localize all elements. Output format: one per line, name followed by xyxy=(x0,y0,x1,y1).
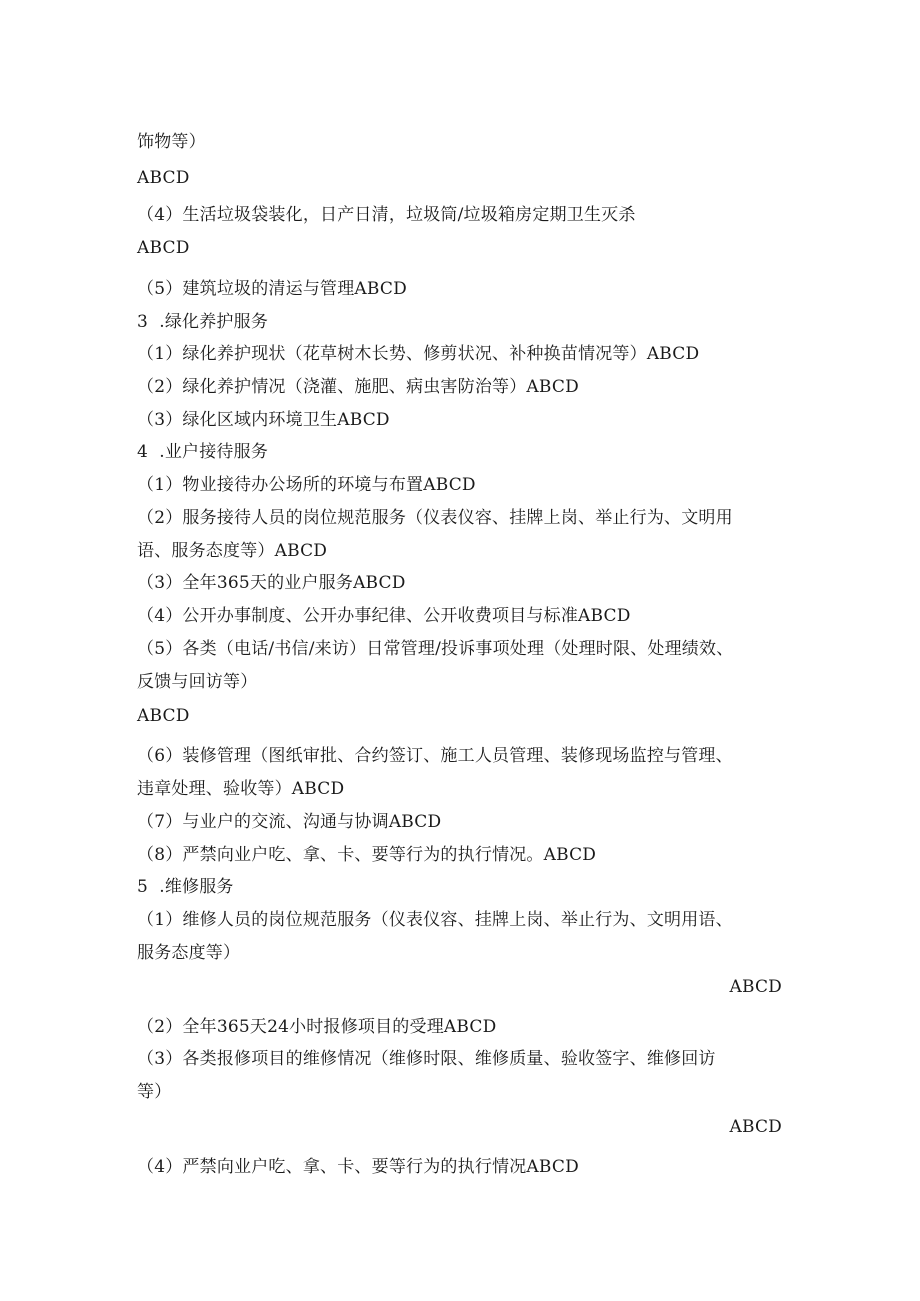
text-line: 违章处理、验收等）ABCD xyxy=(137,779,345,799)
text-line: ABCD xyxy=(137,706,190,726)
text-line: （7）与业户的交流、沟通与协调ABCD xyxy=(137,812,442,832)
text-line: （1）物业接待办公场所的环境与布置ABCD xyxy=(137,475,476,495)
text-line: （4）公开办事制度、公开办事纪律、公开收费项目与标准ABCD xyxy=(137,606,631,626)
text-line: ABCD xyxy=(137,168,190,188)
text-line: （8）严禁向业户吃、拿、卡、要等行为的执行情况。ABCD xyxy=(137,845,597,865)
text-line: （3）全年365天的业户服务ABCD xyxy=(137,573,406,593)
section-heading: 3 .绿化养护服务 xyxy=(137,312,269,332)
text-line: ABCD xyxy=(729,977,782,997)
text-line: （3）各类报修项目的维修情况（维修时限、维修质量、验收签字、维修回访 xyxy=(137,1049,716,1069)
text-line: （1）维修人员的岗位规范服务（仪表仪容、挂牌上岗、举止行为、文明用语、 xyxy=(137,910,733,930)
text-line: 服务态度等） xyxy=(137,943,241,963)
text-line: （2）服务接待人员的岗位规范服务（仪表仪容、挂牌上岗、举止行为、文明用 xyxy=(137,508,733,528)
text-line: （2）绿化养护情况（浇灌、施肥、病虫害防治等）ABCD xyxy=(137,377,579,397)
text-line: （3）绿化区域内环境卫生ABCD xyxy=(137,410,390,430)
text-line: 饰物等） xyxy=(137,132,206,152)
text-line: ABCD xyxy=(729,1117,782,1137)
text-line: （1）绿化养护现状（花草树木长势、修剪状况、补种换苗情况等）ABCD xyxy=(137,344,700,364)
text-line: （5）建筑垃圾的清运与管理ABCD xyxy=(137,279,407,299)
text-line: ABCD xyxy=(137,238,190,258)
text-line: 语、服务态度等）ABCD xyxy=(137,541,328,561)
text-line: （6）装修管理（图纸审批、合约签订、施工人员管理、装修现场监控与管理、 xyxy=(137,746,733,766)
text-line: （2）全年365天24小时报修项目的受理ABCD xyxy=(137,1017,497,1037)
text-line: （4）严禁向业户吃、拿、卡、要等行为的执行情况ABCD xyxy=(137,1157,579,1177)
section-heading: 4 .业户接待服务 xyxy=(137,442,269,462)
text-line: （4）生活垃圾袋装化，日产日清，垃圾筒/垃圾箱房定期卫生灭杀 xyxy=(137,205,636,225)
text-line: （5）各类（电话/书信/来访）日常管理/投诉事项处理（处理时限、处理绩效、 xyxy=(137,639,734,659)
text-line: 等） xyxy=(137,1082,172,1102)
text-line: 反馈与回访等） xyxy=(137,672,258,692)
section-heading: 5 .维修服务 xyxy=(137,877,234,897)
